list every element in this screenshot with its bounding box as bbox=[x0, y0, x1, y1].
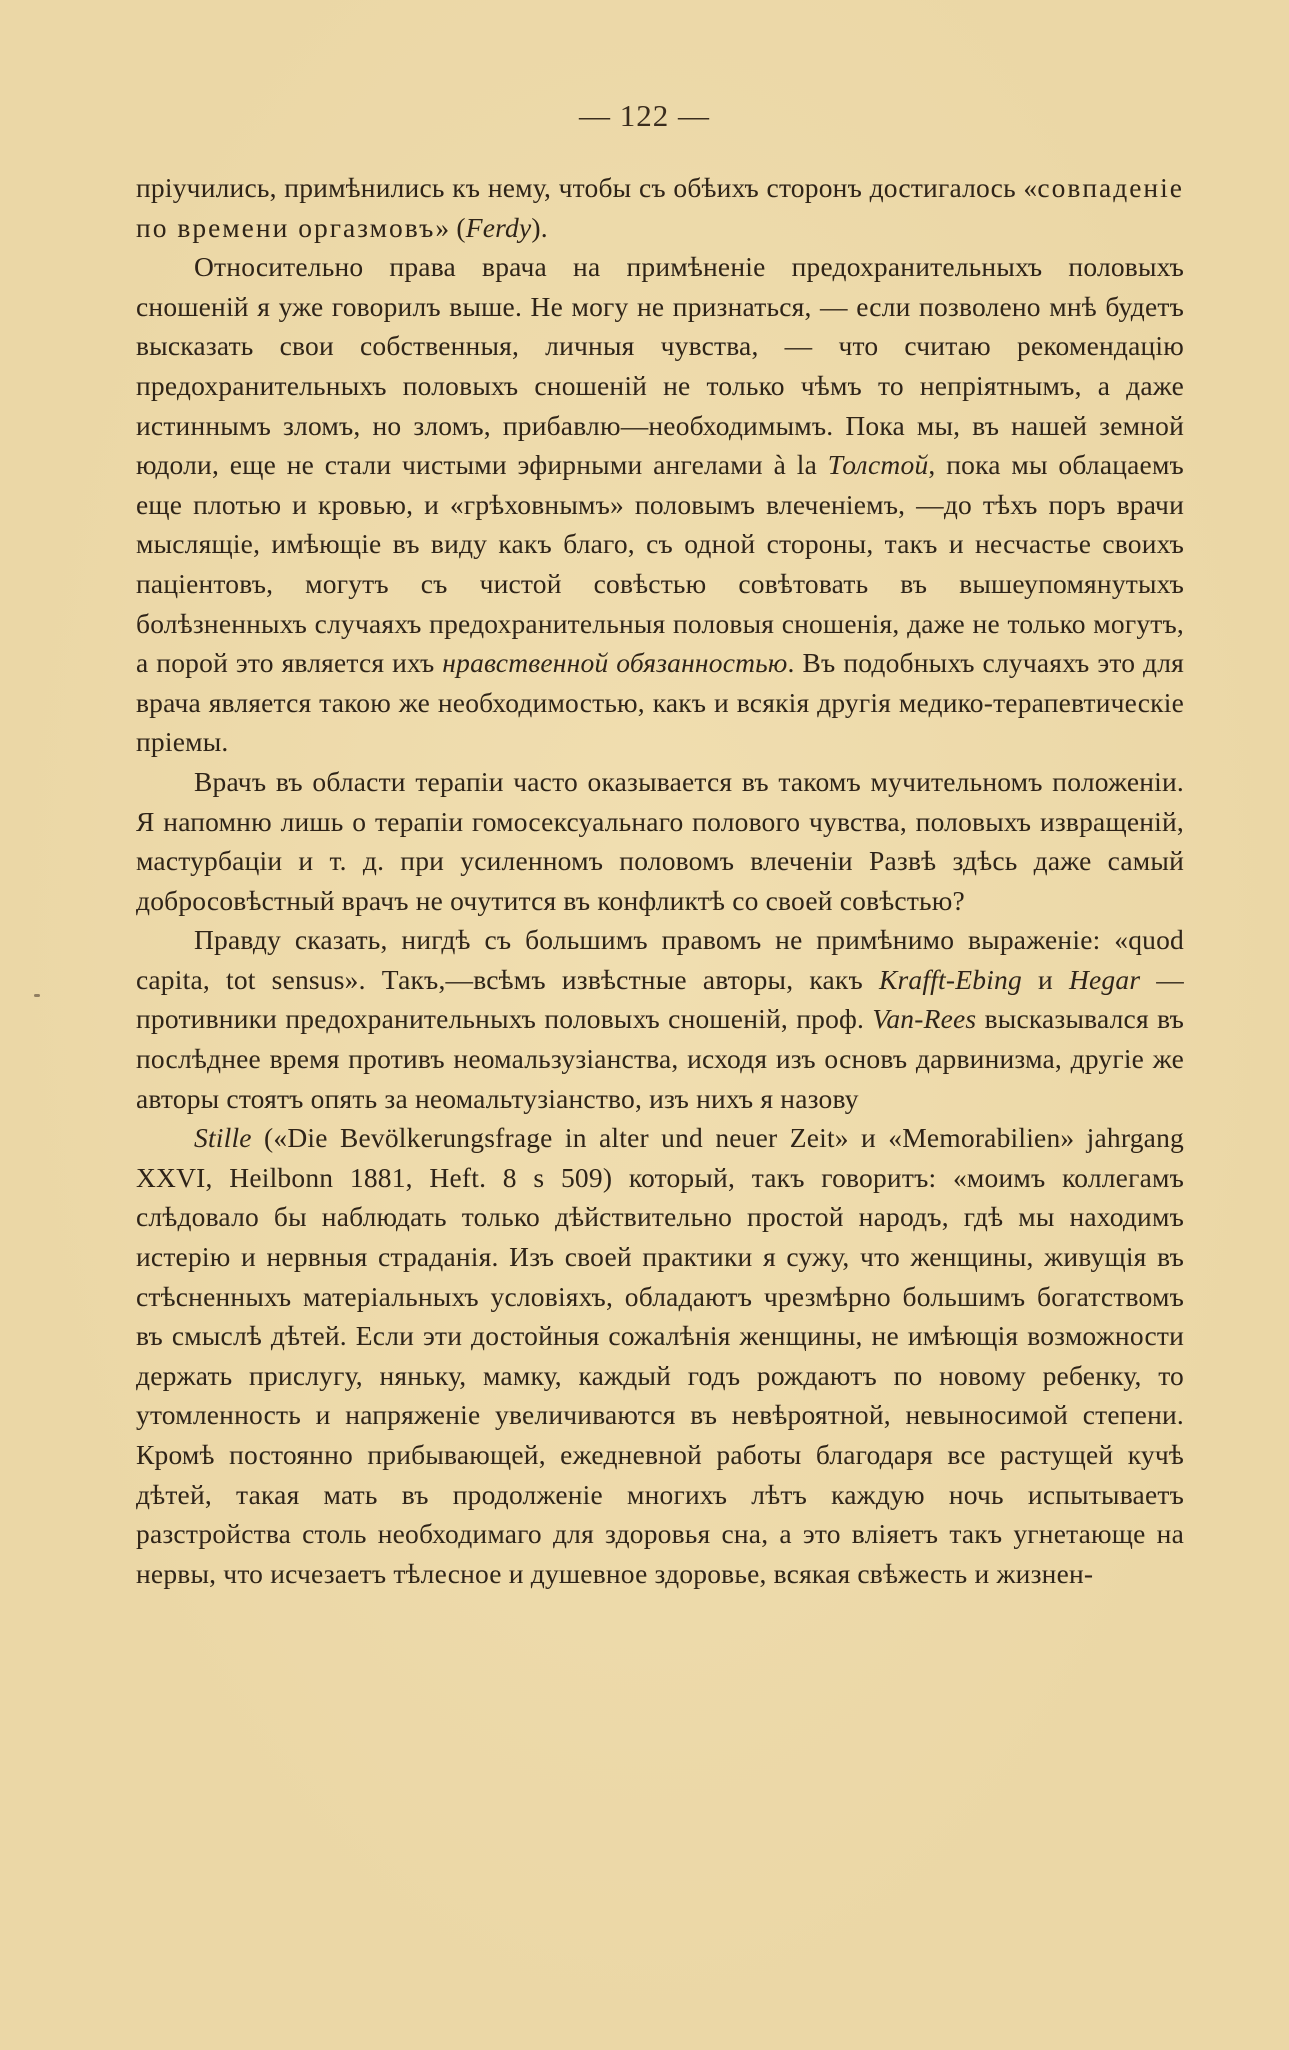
paragraph bbox=[136, 762, 1184, 920]
italic-text: Ferdy bbox=[465, 211, 532, 243]
margin-mark bbox=[34, 994, 40, 997]
italic-text: нравственной обязанностью bbox=[442, 647, 788, 679]
italic-text: Толстой bbox=[827, 449, 929, 481]
paragraph bbox=[136, 247, 1184, 762]
text-run: («Die Bevölkerungsfrage in alter und neuer Zeit» и «Memorabilien» jahrgang XXVI, Heilbonn 1881, Heft. 8 s 509) который, такъ говоритъ: «моимъ коллегамъ слѣдовало бы наблюдать только дѣйствительно простой народъ, гдѣ мы находимъ истерію и нервныя страданія. Изъ своей практики я сужу, что женщины, живущія въ стѣсненныхъ матеріальныхъ условіяхъ, обладаютъ чрезмѣрно большимъ богатствомъ въ смыслѣ дѣтей. Если эти достойныя сожалѣнія женщины, не имѣющія возможности держать прислугу, няньку, мамку, каждый годъ рождаютъ по новому ребенку, то утомленность и напряженіе увеличиваются въ невѣроятной, невыносимой степени. Кромѣ постоянно прибывающей, ежедневной работы благодаря все растущей кучѣ дѣтей, такая мать въ продолженіе многихъ лѣтъ каждую ночь испытываетъ разстройства столь необходимаго для здоровья сна, а это вліяетъ такъ угнетающе на нервы, что исчезаетъ тѣлесное и душевное здоровье, всякая свѣжесть и жизнен- bbox=[136, 1122, 1184, 1589]
text-run: — противники предохранительныхъ половыхъ сношеній, проф. bbox=[136, 963, 1184, 1035]
text-run: высказывался въ послѣднее время противъ неомальзузіанства, исходя изъ основъ дарвинизма, другіе же авторы стоятъ опять за неомальтузіанство, изъ нихъ я назову bbox=[136, 1003, 1184, 1114]
italic-text: Hegar bbox=[1068, 963, 1141, 995]
spaced-text: совпаденіе по времени оргазмовъ bbox=[136, 172, 1184, 243]
text-run: . Въ подобныхъ случаяхъ это для врача является такою же необходимостью, какъ и всякія другія медико-терапевтическіе пріемы. bbox=[136, 647, 1185, 758]
text-run: пріучились, примѣнились къ нему, чтобы съ обѣихъ сторонъ достигалось « bbox=[136, 172, 1038, 203]
page-number: — 122 — bbox=[579, 98, 710, 133]
text-run: Относительно права врача на примѣненіе предохранительныхъ половыхъ сношеній я уже говорилъ выше. Не могу не признаться, — если позволено мнѣ будетъ высказать свои собственныя, личныя чувства, — что считаю рекомендацію предохранительныхъ половыхъ сношеній не только чѣмъ то непріятнымъ, а даже истиннымъ зломъ, но зломъ, прибавлю—необходимымъ. Пока мы, въ нашей земной юдоли, еще не стали чистыми эфирными ангелами à la bbox=[136, 251, 1184, 481]
text-run: » ( bbox=[435, 211, 466, 243]
italic-text: Stille bbox=[194, 1122, 252, 1154]
text-run: , пока мы облацаемъ еще плотью и кровью, и «грѣховнымъ» половымъ влеченіемъ, —до тѣхъ поръ врачи мыслящіе, имѣющіе въ виду какъ благо, съ одной стороны, такъ и несчастье своихъ паціентовъ, могутъ съ чистой совѣстью совѣтовать въ вышеупомянутыхъ болѣзненныхъ случаяхъ предохранительныя половыя сношенія, даже не только могутъ, а порой это является ихъ bbox=[136, 449, 1184, 679]
text-run: и bbox=[1021, 963, 1069, 995]
italic-text: Van-Rees bbox=[872, 1003, 977, 1035]
text-run: ). bbox=[531, 211, 548, 243]
paragraph bbox=[136, 920, 1184, 1118]
body-text bbox=[136, 168, 1184, 1593]
text-run: Врачъ въ области терапіи часто оказывается въ такомъ мучительномъ положеніи. Я напомню лишь о терапіи гомосексуальнаго полового чувства, половыхъ извращеній, мастурбаціи и т. д. при усиленномъ половомъ влеченіи Развѣ здѣсь даже самый добросовѣстный врачъ не очутится въ конфликтѣ со своей совѣстью? bbox=[136, 765, 1184, 916]
paragraph bbox=[136, 1118, 1184, 1593]
text-run: Правду сказать, нигдѣ съ большимъ правомъ не примѣнимо выраженіе: «quod capita, tot sensus». Такъ,—всѣмъ извѣстные авторы, какъ bbox=[136, 924, 1184, 995]
paragraph bbox=[136, 168, 1184, 247]
italic-text: Krafft-Ebing bbox=[878, 963, 1022, 995]
